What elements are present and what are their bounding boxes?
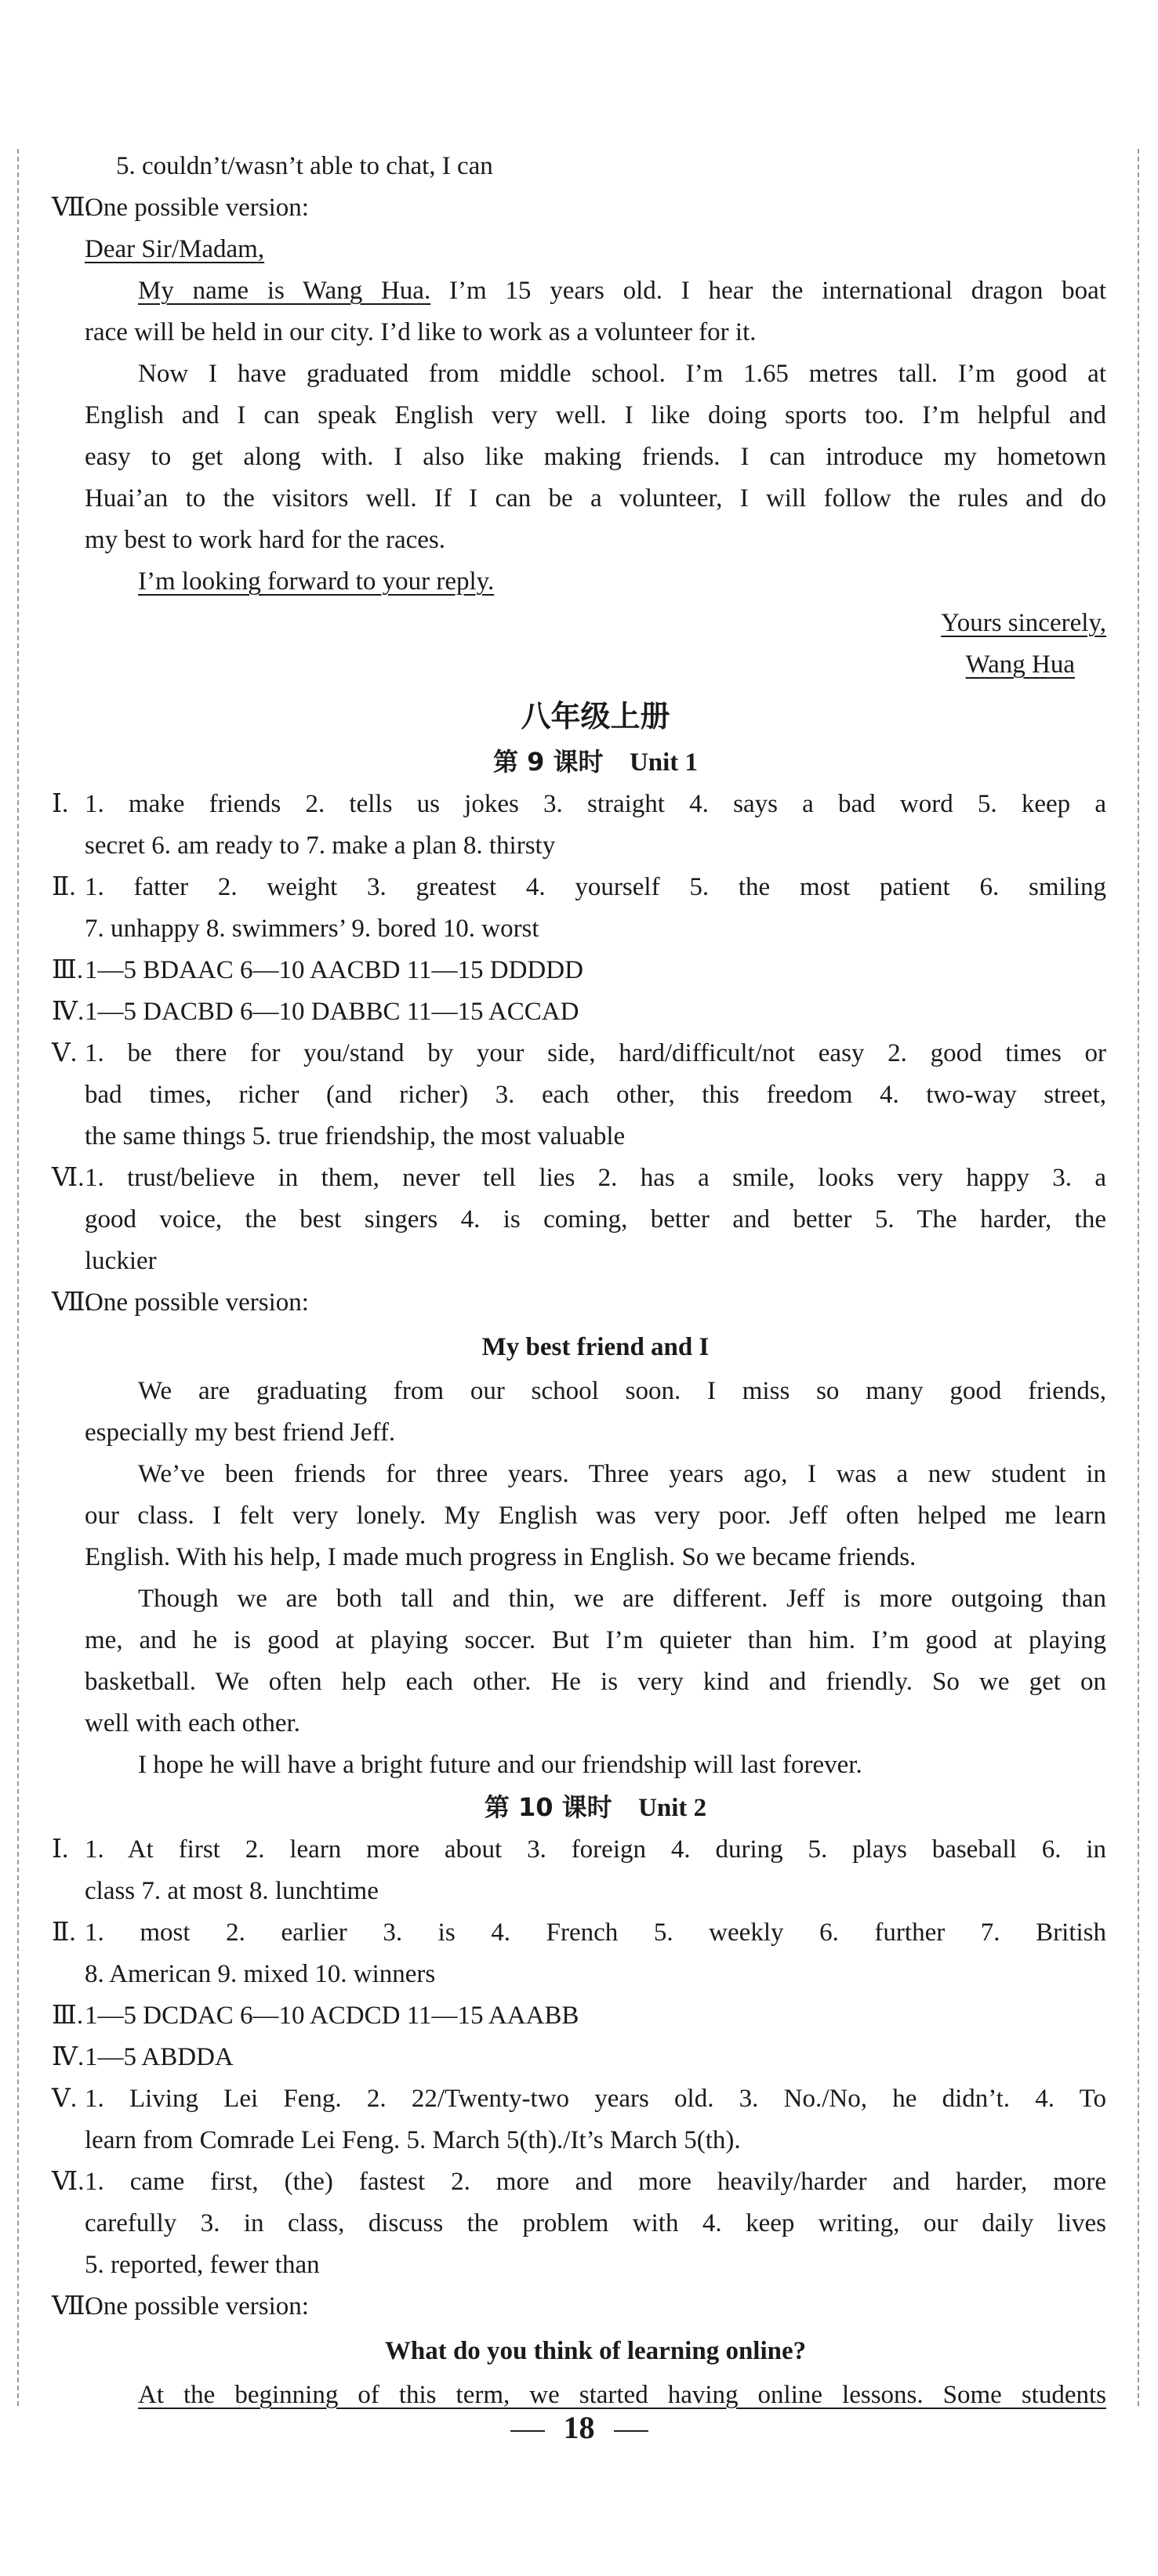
letter-sign-off: Yours sincerely, [941, 609, 1106, 637]
page-number-rule-left [510, 2430, 545, 2432]
l9-section-vi-cont: good voice, the best singers 4. is coming, better and better 5. The harder, the [85, 1205, 1106, 1234]
essay-line: our class. I felt very lonely. My English was very poor. Jeff often helped me learn [85, 1502, 1106, 1530]
section-label: One possible version: [85, 194, 309, 222]
underlined-sentence: My name is Wang Hua. [138, 277, 431, 305]
l9-essay-title: My best friend and I [481, 1333, 710, 1361]
letter-paragraph-1-line: race will be held in our city. I’d like to work as a volunteer for it. [85, 318, 757, 346]
letter-paragraph-2-line: Huai’an to the visitors well. If I can be a volunteer, I will follow the rules and do [85, 484, 1106, 513]
essay-line: me, and he is good at playing soccer. But I’m quieter than him. I’m good at playing [85, 1626, 1106, 1654]
l9-section-ii: Ⅱ. 1. fatter 2. weight 3. greatest 4. yourself 5. the most patient 6. smiling [52, 873, 1106, 901]
l9-section-v: Ⅴ. 1. be there for you/stand by your side, hard/difficult/not easy 2. good times or [52, 1039, 1106, 1067]
letter-paragraph-2-line: English and I can speak English very well. I like doing sports too. I’m helpful and [85, 401, 1106, 429]
page-number-rule-right [614, 2430, 648, 2432]
l10-section-ii-cont: 8. American 9. mixed 10. winners [85, 1960, 436, 1988]
l9-section-iii: Ⅲ. 1—5 BDAAC 6—10 AACBD 11—15 DDDDD [52, 956, 583, 984]
l10-section-vii: Ⅶ. One possible version: [52, 2292, 309, 2321]
l10-section-i: Ⅰ. 1. At first 2. learn more about 3. foreign 4. during 5. plays baseball 6. in [52, 1835, 1106, 1864]
left-dashed-margin [17, 149, 19, 2406]
volume-title: 八年级上册 [521, 699, 670, 734]
essay-line: English. With his help, I made much progress in English. So we became friends. [85, 1543, 917, 1571]
l10-section-v: Ⅴ. 1. Living Lei Feng. 2. 22/Twenty-two years old. 3. No./No, he didn’t. 4. To [52, 2085, 1106, 2113]
essay-line: Though we are both tall and thin, we are different. Jeff is more outgoing than [138, 1585, 1106, 1613]
l10-essay-title: What do you think of learning online? [384, 2337, 807, 2365]
l9-section-vi-cont: luckier [85, 1247, 157, 1275]
l9-section-vii: Ⅶ. One possible version: [52, 1288, 309, 1317]
essay-line: basketball. We often help each other. He is very kind and friendly. So we get on [85, 1668, 1106, 1696]
l9-section-vi: Ⅵ. 1. trust/believe in them, never tell lies 2. has a smile, looks very happy 3. a [52, 1164, 1106, 1192]
right-dashed-margin [1138, 149, 1139, 2406]
l9-section-v-cont: the same things 5. true friendship, the most valuable [85, 1122, 626, 1150]
essay-line: At the beginning of this term, we started having online lessons. Some students [138, 2381, 1106, 2409]
lesson-10-title: 第 10 课时 Unit 2 [484, 1792, 707, 1822]
l10-section-vi: Ⅵ. 1. came first, (the) fastest 2. more and more heavily/harder and harder, more [52, 2168, 1106, 2196]
letter-paragraph-1-line: My name is Wang Hua. I’m 15 years old. I hear the international dragon boat [138, 277, 1106, 305]
l10-section-v-cont: learn from Comrade Lei Feng. 5. March 5(th)./It’s March 5(th). [85, 2126, 741, 2154]
letter-paragraph-2-line: Now I have graduated from middle school. I’m 1.65 metres tall. I’m good at [138, 360, 1106, 388]
letter-closing: I’m looking forward to your reply. [138, 567, 495, 596]
l10-section-iv: Ⅳ. 1—5 ABDDA [52, 2043, 234, 2071]
answer-content [52, 146, 1106, 2416]
section-vii-header [52, 187, 1106, 229]
l10-section-iii: Ⅲ. 1—5 DCDAC 6—10 ACDCD 11—15 AAABB [52, 2002, 579, 2030]
l10-section-i-cont: class 7. at most 8. lunchtime [85, 1877, 379, 1905]
letter-paragraph-2-line: my best to work hard for the races. [85, 526, 446, 554]
letter-paragraph-2-line: easy to get along with. I also like making friends. I can introduce my hometown [85, 443, 1106, 471]
lesson-9-title: 第 9 课时 Unit 1 [492, 747, 699, 777]
essay-line: I hope he will have a bright future and our friendship will last forever. [138, 1751, 862, 1779]
letter-greeting: Dear Sir/Madam, [85, 235, 265, 263]
l10-section-vi-cont: 5. reported, fewer than [85, 2251, 320, 2279]
l9-section-ii-cont: 7. unhappy 8. swimmers’ 9. bored 10. worst [85, 915, 539, 943]
page-number: 18 [0, 2409, 1158, 2446]
l10-section-ii: Ⅱ. 1. most 2. earlier 3. is 4. French 5. weekly 6. further 7. British [52, 1918, 1106, 1947]
essay-line: We’ve been friends for three years. Three years ago, I was a new student in [138, 1460, 1106, 1488]
l9-section-v-cont: bad times, richer (and richer) 3. each other, this freedom 4. two-way street, [85, 1081, 1106, 1109]
l9-section-i: Ⅰ. 1. make friends 2. tells us jokes 3. straight 4. says a bad word 5. keep a [52, 790, 1106, 818]
answer-line: 5. couldn’t/wasn’t able to chat, I can [116, 152, 493, 180]
essay-line: We are graduating from our school soon. I miss so many good friends, [138, 1377, 1106, 1405]
section-mark: Ⅶ. [52, 194, 92, 222]
l10-section-vi-cont: carefully 3. in class, discuss the problem with 4. keep writing, our daily lives [85, 2209, 1106, 2237]
letter-signature: Wang Hua [965, 650, 1075, 679]
essay-line: especially my best friend Jeff. [85, 1418, 396, 1447]
l9-section-i-cont: secret 6. am ready to 7. make a plan 8. thirsty [85, 831, 556, 860]
l9-section-iv: Ⅳ. 1—5 DACBD 6—10 DABBC 11—15 ACCAD [52, 998, 579, 1026]
essay-line: well with each other. [85, 1709, 300, 1737]
